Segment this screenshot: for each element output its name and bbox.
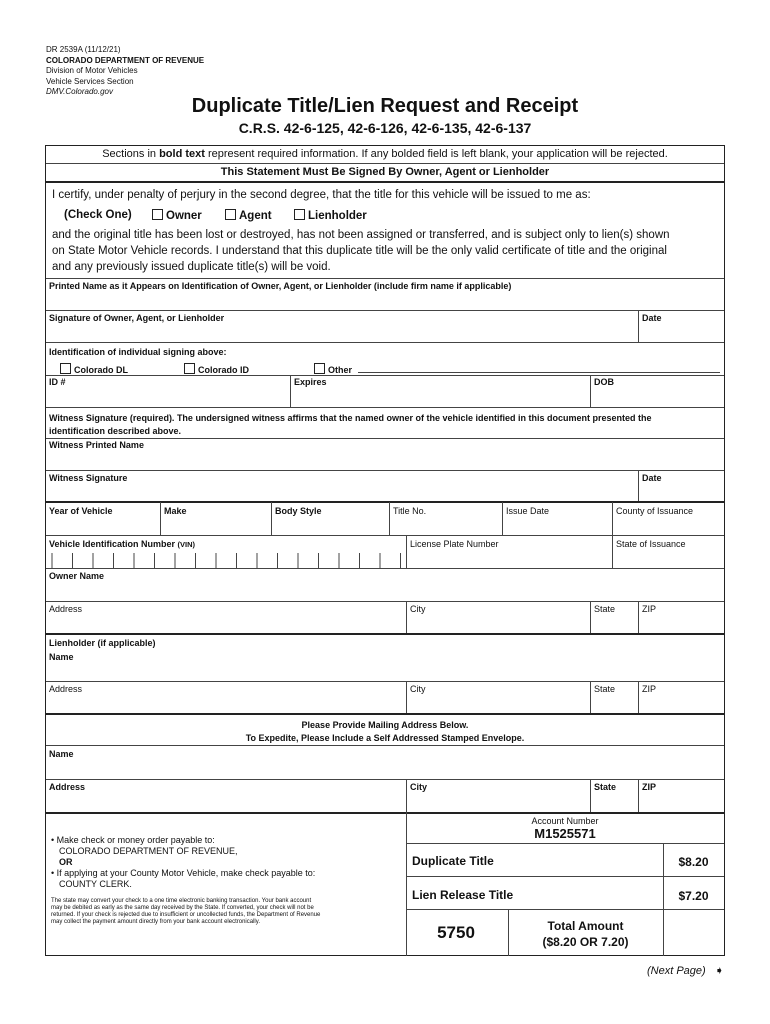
signature-date-field[interactable]: Date <box>642 313 662 323</box>
certify-line-2: and the original title has been lost or destroyed, has not been assigned or transferred, and is subject only to lien(s) shown <box>52 229 670 241</box>
owner-zip-field[interactable]: ZIP <box>642 604 657 614</box>
lienholder-checkbox[interactable]: Lienholder <box>294 209 367 222</box>
lienholder-zip-field[interactable]: ZIP <box>642 684 657 694</box>
duplicate-title-label: Duplicate Title <box>412 854 494 868</box>
vin-character-boxes <box>46 549 406 569</box>
mailing-city-field[interactable]: City <box>410 782 428 792</box>
issue-date-field[interactable]: Issue Date <box>506 506 550 516</box>
mailing-address-field[interactable]: Address <box>49 782 86 792</box>
lien-release-title-label: Lien Release Title <box>412 888 514 902</box>
agent-checkbox[interactable]: Agent <box>225 209 272 222</box>
license-plate-field[interactable]: License Plate Number <box>410 539 499 549</box>
witness-note: Witness Signature (required). The undersigned witness affirms that the named owner of the vehicle identified in this document presented the <box>49 413 652 423</box>
page-title: Duplicate Title/Lien Request and Receipt <box>191 95 579 117</box>
duplicate-title-amount: $8.20 <box>678 855 709 869</box>
owner-address-field[interactable]: Address <box>49 604 83 614</box>
witness-note-2: identification described above. <box>49 426 182 436</box>
payment-instructions: • Make check or money order payable to: COLORADO DEPARTMENT OF REVENUE, OR • If applying at your County Motor Vehicle, make check payable to: COUNTY CLERK. <box>51 835 316 889</box>
certify-line-4: and any previously issued duplicate title(s) will be void. <box>52 261 331 273</box>
statute-references: C.R.S. 42-6-125, 42-6-126, 42-6-135, 42-6-137 <box>238 120 532 136</box>
form-header <box>46 45 204 98</box>
lienholder-address-field[interactable]: Address <box>49 684 83 694</box>
colorado-dl-checkbox[interactable]: Colorado DL <box>60 363 128 375</box>
lienholder-state-field[interactable]: State <box>594 684 616 694</box>
mailing-state-field[interactable]: State <box>594 782 617 792</box>
identification-label: Identification of individual signing above: <box>49 347 227 357</box>
title-number-field[interactable]: Title No. <box>393 506 427 516</box>
fee-code: 5750 <box>437 923 475 942</box>
certify-line-3: on State Motor Vehicle records. I understand that this duplicate title will be the only valid certificate of title and the original <box>52 245 667 257</box>
mailing-name-field[interactable]: Name <box>49 749 74 759</box>
lienholder-label: Lienholder (if applicable) <box>49 638 156 648</box>
department-name: COLORADO DEPARTMENT OF REVENUE <box>46 55 205 65</box>
witness-date-field[interactable]: Date <box>642 473 662 483</box>
certify-statement: I certify, under penalty of perjury in the second degree, that the title for this vehicle will be issued to me as: <box>52 189 591 201</box>
lienholder-city-field[interactable]: City <box>410 684 426 694</box>
arrow-right-icon: ➧ <box>714 965 724 977</box>
colorado-id-checkbox[interactable]: Colorado ID <box>184 363 249 375</box>
other-id-checkbox[interactable]: Other <box>314 363 352 375</box>
statement-header: This Statement Must Be Signed By Owner, Agent or Lienholder <box>220 166 550 178</box>
total-amount-value: ($8.20 OR 7.20) <box>542 935 629 949</box>
witness-printed-name-field[interactable]: Witness Printed Name <box>49 440 144 450</box>
website: DMV.Colorado.gov <box>46 87 113 96</box>
make-field[interactable]: Make <box>164 506 187 516</box>
county-of-issuance-field[interactable]: County of Issuance <box>616 506 694 516</box>
mailing-instruction-1: Please Provide Mailing Address Below. <box>301 720 469 730</box>
check-one-label: (Check One) <box>64 209 132 221</box>
expires-field[interactable]: Expires <box>294 377 327 387</box>
owner-city-field[interactable]: City <box>410 604 426 614</box>
mailing-instruction-2: To Expedite, Please Include a Self Addressed Stamped Envelope. <box>245 733 525 743</box>
required-notice: Sections in bold text represent required information. If any bolded field is left blank, your application will be rejected. <box>102 148 668 160</box>
id-number-field[interactable]: ID # <box>49 377 66 387</box>
total-amount-label: Total Amount <box>547 919 624 933</box>
body-style-field[interactable]: Body Style <box>275 506 322 516</box>
section-name: Vehicle Services Section <box>46 76 134 86</box>
printed-name-field[interactable]: Printed Name as it Appears on Identification of Owner, Agent, or Lienholder (include firm name if applicable) <box>49 281 512 291</box>
signature-field[interactable]: Signature of Owner, Agent, or Lienholder <box>49 313 225 323</box>
mailing-zip-field[interactable]: ZIP <box>642 782 657 792</box>
vin-field[interactable]: Vehicle Identification Number (VIN) <box>49 539 196 549</box>
form-number: DR 2539A (11/12/21) <box>46 45 121 54</box>
next-page-link[interactable]: (Next Page) ➧ <box>647 965 724 977</box>
year-of-vehicle-field[interactable]: Year of Vehicle <box>49 506 113 516</box>
dob-field[interactable]: DOB <box>594 377 614 387</box>
division-name: Division of Motor Vehicles <box>46 66 138 75</box>
lienholder-name-field[interactable]: Name <box>49 652 74 662</box>
lien-release-title-amount: $7.20 <box>678 889 709 903</box>
account-number-label: Account Number <box>531 816 599 826</box>
owner-name-field[interactable]: Owner Name <box>49 571 105 581</box>
owner-state-field[interactable]: State <box>594 604 616 614</box>
form-frame <box>45 145 725 956</box>
electronic-check-notice: The state may convert your check to a one time electronic banking transaction. Your bank account may be debited as early as the same day received by the State. If converted, your check will not be returned. If your check is rejected due to insufficient or uncollected funds, the Department of Revenue may collect the payment amount directly from your bank account electronically. <box>51 898 321 925</box>
state-of-issuance-field[interactable]: State of Issuance <box>616 539 686 549</box>
account-number: M1525571 <box>534 826 596 841</box>
owner-checkbox[interactable]: Owner <box>152 209 202 222</box>
witness-signature-field[interactable]: Witness Signature <box>49 473 128 483</box>
